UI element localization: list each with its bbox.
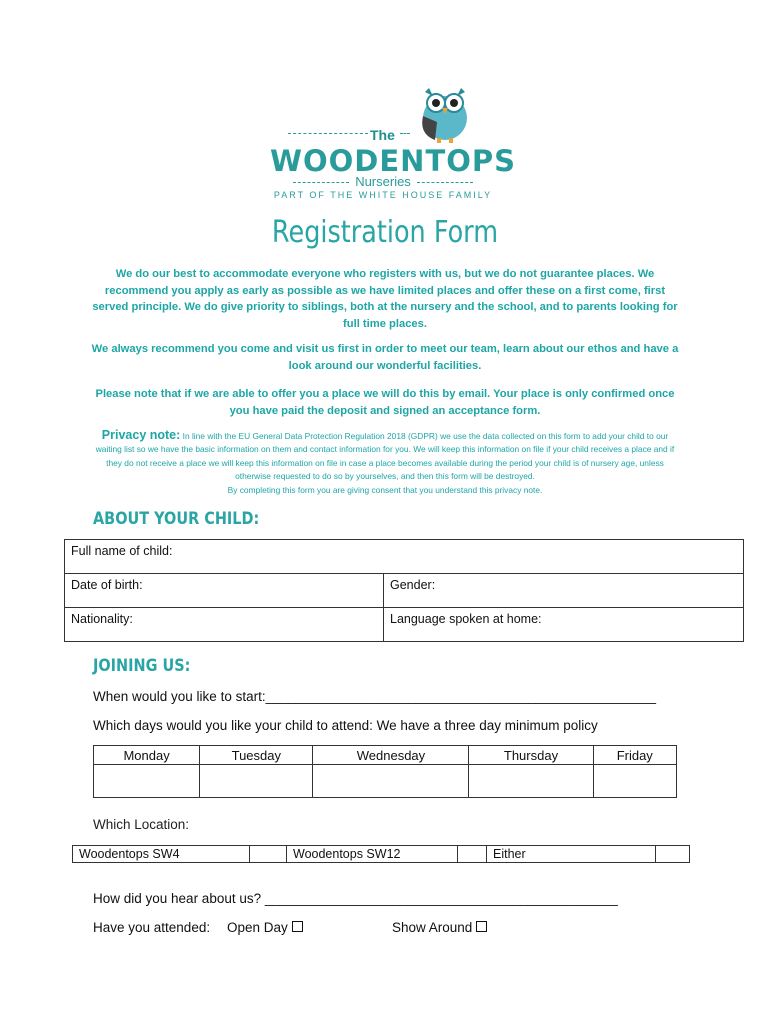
about-heading: ABOUT YOUR CHILD:	[93, 509, 260, 529]
days-table	[93, 745, 677, 798]
nationality-field[interactable]	[65, 608, 384, 642]
location-either-checkbox[interactable]	[656, 846, 690, 863]
language-label: Language spoken at home:	[390, 612, 542, 626]
day-cell-monday[interactable]	[94, 765, 200, 798]
intro-paragraph-1: We do our best to accommodate everyone who registers with us, but we do not guarantee places. We recommend you apply as early as possible as we have limited places and offer these on a first come, first served principle. We do give priority to siblings, both at the nursery and the school, and to parents looking for full time places.	[92, 268, 678, 330]
nursery-logo	[270, 86, 517, 206]
show-around-checkbox-icon[interactable]	[476, 921, 487, 932]
show-around-label: Show Around	[392, 920, 473, 935]
intro-paragraph-2: We always recommend you come and visit us first in order to meet our team, learn about our ethos and have a look around our wonderful facilities.	[91, 343, 679, 372]
open-day-checkbox-icon[interactable]	[292, 921, 303, 932]
full-name-field[interactable]	[65, 540, 744, 574]
privacy-text: In line with the EU General Data Protection Regulation 2018 (GDPR) we use the data collected on this form to add your child to our waiting list so we have the basic information on them and contact information for you. We will keep this information on file if your child receives a place and if they do not receive a place we will keep this information on file in case a place becomes available during the period your child is of nursery age, unless otherwise requested to do so by yourselves, and then this form will be destroyed.	[95, 431, 675, 482]
attended-row	[93, 920, 693, 940]
open-day-option[interactable]	[227, 920, 303, 935]
privacy-label: Privacy note:	[101, 428, 181, 442]
dob-field[interactable]	[65, 574, 384, 608]
day-header-friday: Friday	[593, 746, 676, 765]
location-either-label: Either	[487, 846, 656, 863]
location-sw12-label: Woodentops SW12	[287, 846, 458, 863]
location-sw4-label: Woodentops SW4	[73, 846, 250, 863]
location-label: Which Location:	[93, 817, 190, 832]
day-header-monday: Monday	[94, 746, 200, 765]
logo-sub: Nurseries	[270, 174, 496, 189]
language-field[interactable]	[384, 608, 744, 642]
page-title: Registration Form	[271, 215, 499, 250]
logo-brand: WOODENTOPS	[270, 144, 517, 178]
day-header-wednesday: Wednesday	[313, 746, 469, 765]
privacy-consent: By completing this form you are giving consent that you understand this privacy note.	[227, 484, 543, 495]
hear-about-field[interactable]: How did you hear about us? _______________________________________________	[93, 891, 618, 906]
day-header-tuesday: Tuesday	[200, 746, 313, 765]
show-around-option[interactable]	[392, 920, 487, 935]
owl-icon	[415, 86, 475, 144]
intro-paragraph-3: Please note that if we are able to offer you a place we will do this by email. Your place is only confirmed once you have paid the deposit and signed an acceptance form.	[95, 388, 675, 417]
gender-label: Gender:	[390, 578, 436, 592]
location-sw12-checkbox[interactable]	[458, 846, 487, 863]
location-table	[72, 845, 690, 863]
open-day-label: Open Day	[227, 920, 288, 935]
logo-tagline: PART OF THE WHITE HOUSE FAMILY	[273, 190, 493, 200]
day-cell-friday[interactable]	[593, 765, 676, 798]
logo-the: The	[370, 127, 395, 143]
full-name-label: Full name of child:	[71, 544, 173, 558]
location-sw4-checkbox[interactable]	[250, 846, 287, 863]
dob-label: Date of birth:	[71, 578, 143, 592]
day-cell-tuesday[interactable]	[200, 765, 313, 798]
attended-label: Have you attended:	[93, 920, 211, 935]
start-date-field[interactable]: When would you like to start:____________________________________________________	[93, 689, 656, 704]
joining-heading: JOINING US:	[93, 656, 191, 676]
privacy-note	[90, 429, 680, 497]
days-question: Which days would you like your child to attend: We have a three day minimum policy	[93, 718, 598, 733]
day-header-thursday: Thursday	[469, 746, 593, 765]
day-cell-wednesday[interactable]	[313, 765, 469, 798]
day-cell-thursday[interactable]	[469, 765, 593, 798]
gender-field[interactable]	[384, 574, 744, 608]
about-child-table	[64, 539, 744, 642]
nationality-label: Nationality:	[71, 612, 133, 626]
